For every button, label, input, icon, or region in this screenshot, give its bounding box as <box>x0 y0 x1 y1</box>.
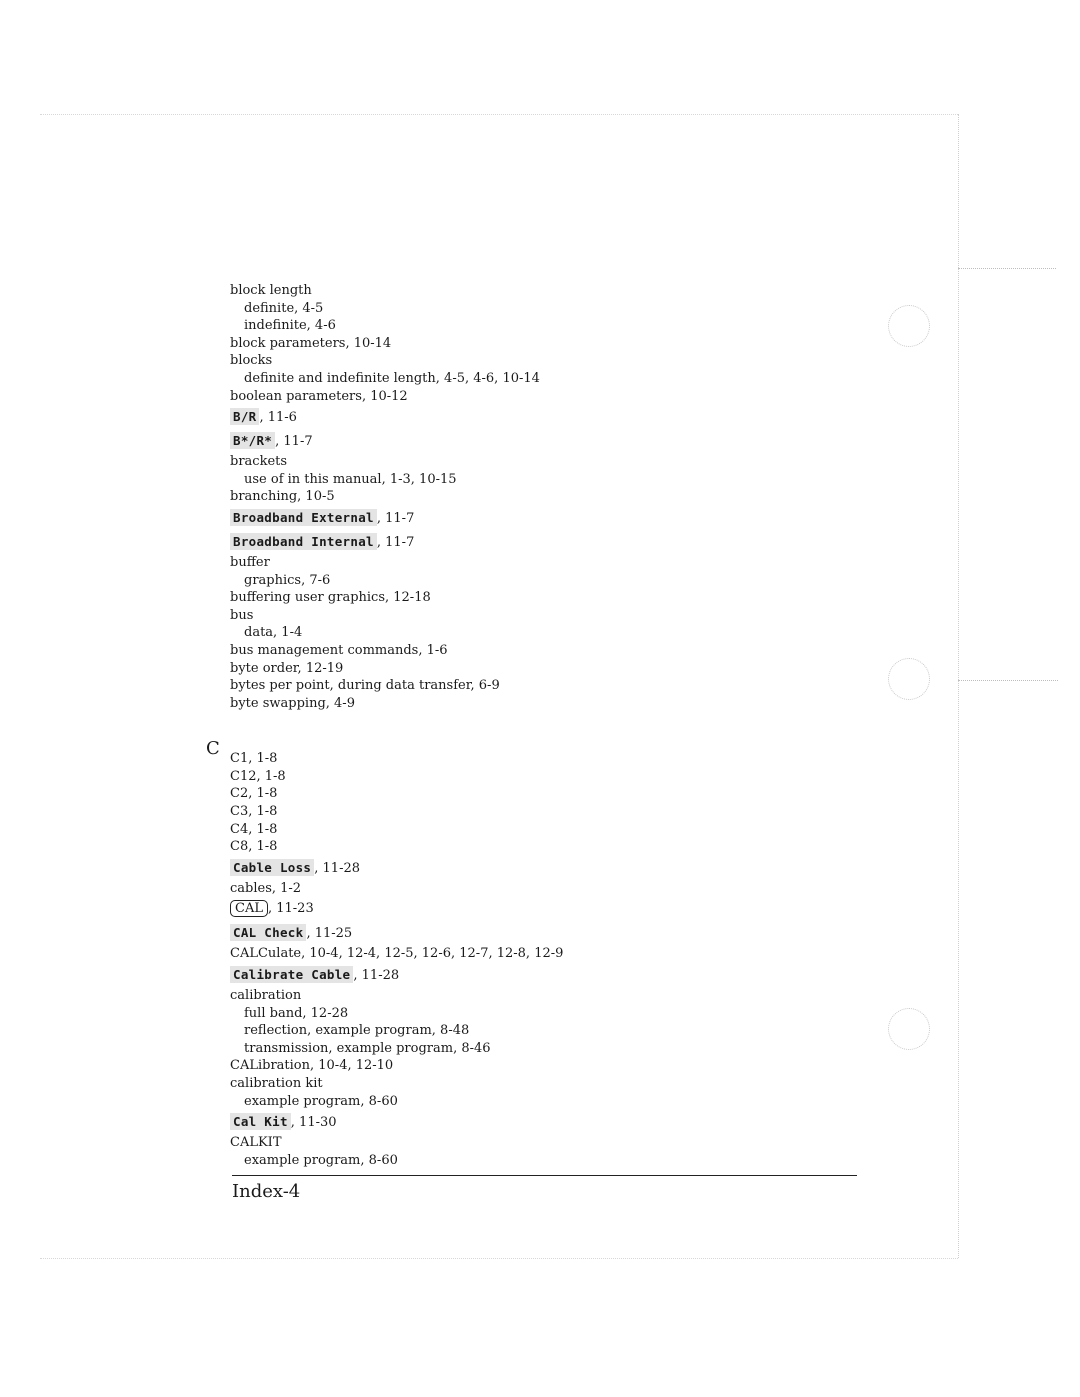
softkey-label: CAL Check <box>230 924 306 941</box>
hardkey-label: CAL <box>230 900 268 917</box>
index-subentry: graphics, 7-6 <box>244 572 331 588</box>
index-entry <box>230 897 870 921</box>
index-subentry: indefinite, 4-6 <box>244 318 336 334</box>
entry-pages: , 11-7 <box>376 534 415 550</box>
index-entry: CALKIT <box>230 1135 282 1151</box>
index-entry: brackets <box>230 454 288 470</box>
index-entry: C8, 1-8 <box>230 839 278 855</box>
index-entry: buffer <box>230 554 270 570</box>
index-list <box>230 282 870 1169</box>
index-entry: C4, 1-8 <box>230 821 278 837</box>
index-subentry: definite, 4-5 <box>244 300 324 316</box>
softkey-label: Cable Loss <box>230 859 314 876</box>
index-subentry: data, 1-4 <box>244 625 303 641</box>
tab-divider-line <box>958 268 1056 269</box>
section-gap <box>230 712 870 750</box>
page-edge-right <box>958 114 959 1258</box>
softkey-label: Broadband Internal <box>230 533 377 550</box>
index-entry: calibration <box>230 988 302 1004</box>
section-letter: C <box>206 738 220 759</box>
index-entry: blocks <box>230 353 273 369</box>
index-entry: branching, 10-5 <box>230 489 335 505</box>
index-entry <box>230 530 870 554</box>
index-entry: block length <box>230 283 312 298</box>
page-edge-bottom <box>40 1258 958 1259</box>
index-entry: CALCulate, 10-4, 12-4, 12-5, 12-6, 12-7, 12-8, 12-9 <box>230 946 564 962</box>
index-entry: CALibration, 10-4, 12-10 <box>230 1058 394 1074</box>
entry-pages: , 11-7 <box>376 510 415 526</box>
softkey-label: Calibrate Cable <box>230 966 353 983</box>
entry-pages: , 11-25 <box>306 926 353 942</box>
index-subentry: reflection, example program, 8-48 <box>244 1023 470 1039</box>
index-entry: bus <box>230 607 254 623</box>
index-subentry: example program, 8-60 <box>244 1152 398 1168</box>
index-entry: C12, 1-8 <box>230 768 286 784</box>
index-entry: cables, 1-2 <box>230 880 302 896</box>
softkey-label: B/R <box>230 408 259 425</box>
index-entry: bytes per point, during data transfer, 6-9 <box>230 678 500 694</box>
index-entry: byte order, 12-19 <box>230 660 344 676</box>
index-entry: C3, 1-8 <box>230 804 278 820</box>
entry-pages: , 11-6 <box>259 410 297 426</box>
footer-rule <box>232 1175 857 1176</box>
index-entry: byte swapping, 4-9 <box>230 695 355 711</box>
index-entry <box>230 405 870 429</box>
index-subentry: example program, 8-60 <box>244 1093 398 1109</box>
index-entry: boolean parameters, 10-12 <box>230 388 408 404</box>
index-entry <box>230 856 870 880</box>
softkey-label: Cal Kit <box>230 1113 291 1130</box>
punch-hole <box>888 1008 930 1050</box>
index-entry: C1, 1-8 <box>230 751 278 767</box>
index-entry: block parameters, 10-14 <box>230 335 392 351</box>
page-edge-top <box>40 114 958 115</box>
softkey-label: Broadband External <box>230 509 377 526</box>
index-entry: C2, 1-8 <box>230 786 278 802</box>
index-subentry: full band, 12-28 <box>244 1005 349 1021</box>
index-entry <box>230 429 870 453</box>
index-entry: bus management commands, 1-6 <box>230 642 448 658</box>
page-number: Index-4 <box>232 1181 301 1202</box>
entry-pages: , 11-28 <box>314 860 361 876</box>
entry-pages: , 11-28 <box>353 968 400 984</box>
index-subentry: definite and indefinite length, 4-5, 4-6, 10-14 <box>244 370 540 386</box>
tab-divider-line <box>958 680 1058 681</box>
entry-pages: , 11-7 <box>275 434 313 450</box>
punch-hole <box>888 305 930 347</box>
punch-hole <box>888 658 930 700</box>
index-entry: calibration kit <box>230 1076 323 1091</box>
entry-pages: , 11-30 <box>290 1115 337 1131</box>
index-subentry: use of in this manual, 1-3, 10-15 <box>244 471 457 487</box>
index-entry <box>230 921 870 945</box>
index-subentry: transmission, example program, 8-46 <box>244 1040 491 1056</box>
index-entry: buffering user graphics, 12-18 <box>230 590 431 606</box>
entry-pages: , 11-23 <box>267 901 314 917</box>
index-entry <box>230 963 870 987</box>
index-entry <box>230 506 870 530</box>
softkey-label: B*/R* <box>230 432 275 449</box>
index-entry <box>230 1110 870 1134</box>
